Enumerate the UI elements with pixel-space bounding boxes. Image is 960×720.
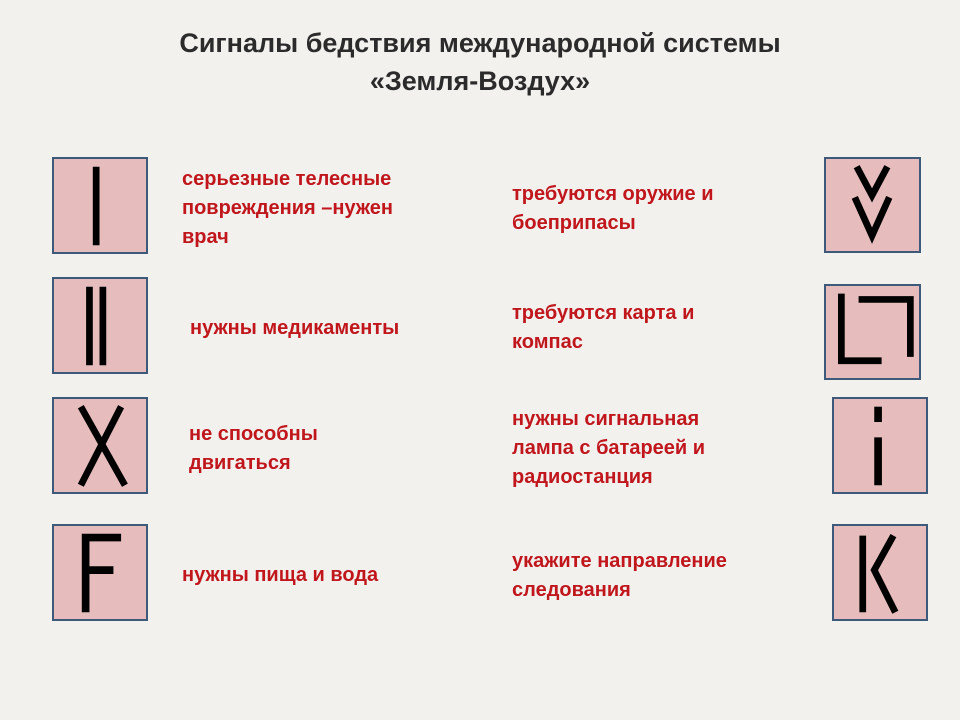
signal-X-icon	[54, 399, 146, 492]
signal-card-double-V	[824, 157, 921, 253]
signal-card-I	[52, 157, 148, 254]
signal-K-text: укажите направление следования	[512, 550, 727, 601]
title-line-2: «Земля-Воздух»	[369, 66, 591, 96]
signal-card-K	[832, 524, 928, 621]
signal-F-text: нужны пища и вода	[182, 564, 379, 586]
signal-card-dotted-I	[832, 397, 928, 494]
signal-double-V-text: требуются оружие и боеприпасы	[512, 183, 714, 234]
signal-dotted-I-text: нужны сигнальная лампа с батареей и радиостанция	[512, 408, 706, 488]
signal-F-icon	[54, 526, 146, 619]
signal-card-F	[52, 524, 148, 621]
signal-dotted-I-icon	[834, 399, 926, 492]
signal-card-square-bracket	[824, 284, 921, 380]
signal-double-V-icon	[826, 159, 919, 251]
signal-II-text: нужны медикаменты	[190, 317, 400, 339]
signal-I-icon	[54, 159, 146, 252]
signal-II-icon	[54, 279, 146, 372]
page-title	[0, 24, 960, 100]
signal-card-X	[52, 397, 148, 494]
signal-square-bracket-icon	[826, 286, 919, 378]
signal-I-text: серьезные телесные повреждения –нужен врач	[182, 168, 393, 248]
signal-K-icon	[834, 526, 926, 619]
title-line-1: Сигналы бедствия международной системы	[179, 28, 781, 58]
signal-X-text: не способны двигаться	[189, 423, 318, 474]
signal-square-bracket-text: требуются карта и компас	[512, 302, 695, 353]
signal-card-II	[52, 277, 148, 374]
